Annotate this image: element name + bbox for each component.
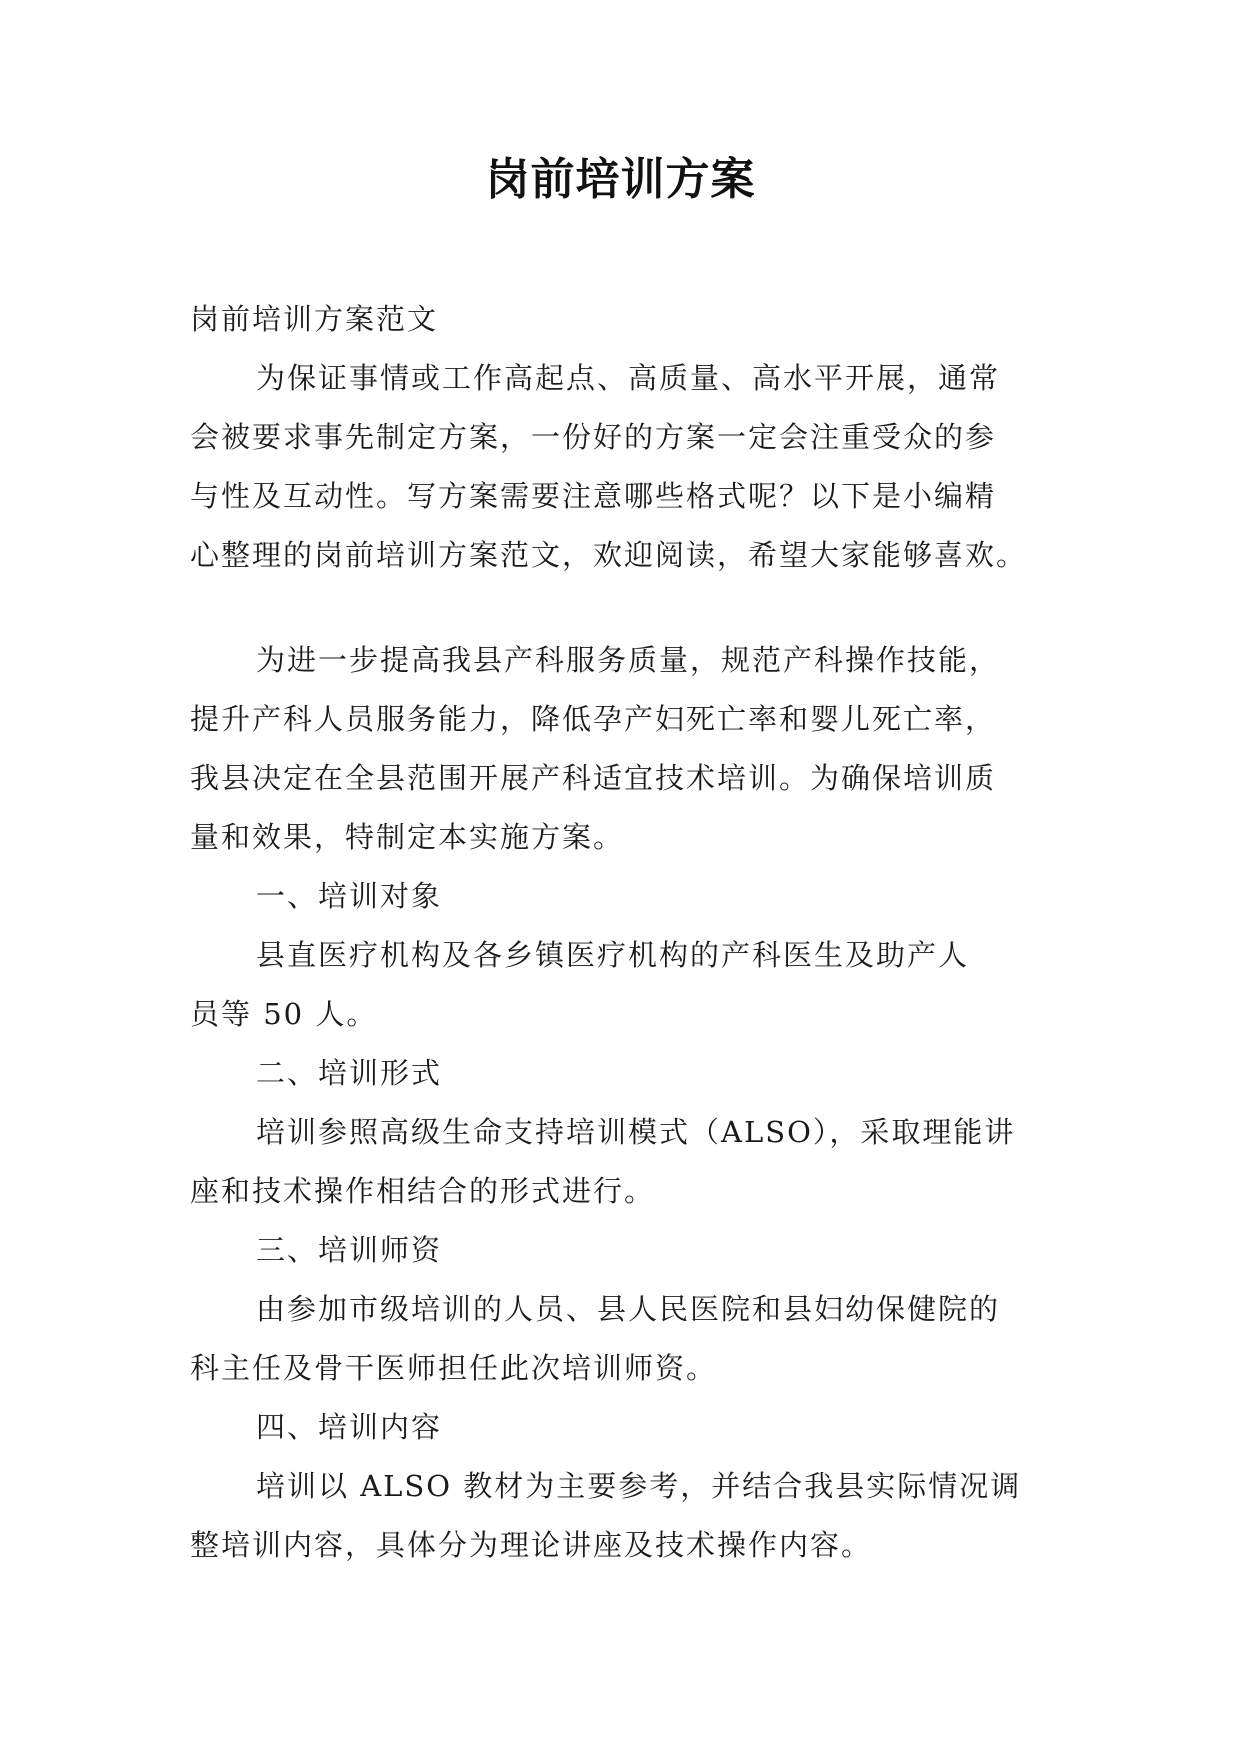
text-line: 提升产科人员服务能力，降低孕产妇死亡率和婴儿死亡率， — [190, 702, 997, 736]
text-line: 员等 50 人。 — [190, 997, 378, 1031]
text-line: 我县决定在全县范围开展产科适宜技术培训。为确保培训质 — [190, 761, 997, 795]
text-line: 培训参照高级生命支持培训模式（ALSO），采取理能讲 — [256, 1115, 1016, 1149]
text-line: 为进一步提高我县产科服务质量，规范产科操作技能， — [256, 643, 1001, 677]
text-line: 岗前培训方案范文 — [190, 302, 439, 336]
text-line: 为保证事情或工作高起点、高质量、高水平开展，通常 — [256, 361, 1001, 395]
text-line: 四、培训内容 — [256, 1410, 443, 1444]
text-line: 培训以 ALSO 教材为主要参考，并结合我县实际情况调 — [256, 1469, 1022, 1503]
text-line: 由参加市级培训的人员、县人民医院和县妇幼保健院的 — [256, 1292, 1001, 1326]
document-title: 岗前培训方案 — [485, 154, 756, 205]
text-line: 整培训内容，具体分为理论讲座及技术操作内容。 — [190, 1528, 873, 1562]
text-line: 三、培训师资 — [256, 1233, 443, 1267]
text-line: 心整理的岗前培训方案范文，欢迎阅读，希望大家能够喜欢。 — [190, 538, 1028, 572]
text-line: 县直医疗机构及各乡镇医疗机构的产科医生及助产人 — [256, 938, 970, 972]
text-line: 与性及互动性。写方案需要注意哪些格式呢？以下是小编精 — [190, 479, 997, 513]
text-line: 座和技术操作相结合的形式进行。 — [190, 1174, 656, 1208]
text-line: 会被要求事先制定方案，一份好的方案一定会注重受众的参 — [190, 420, 997, 454]
text-line: 一、培训对象 — [256, 879, 443, 913]
paragraph-gap — [190, 585, 1058, 631]
text-line: 量和效果，特制定本实施方案。 — [190, 820, 625, 854]
text-line: 科主任及骨干医师担任此次培训师资。 — [190, 1351, 718, 1385]
document-body — [190, 290, 1058, 1575]
text-line: 二、培训形式 — [256, 1056, 443, 1090]
